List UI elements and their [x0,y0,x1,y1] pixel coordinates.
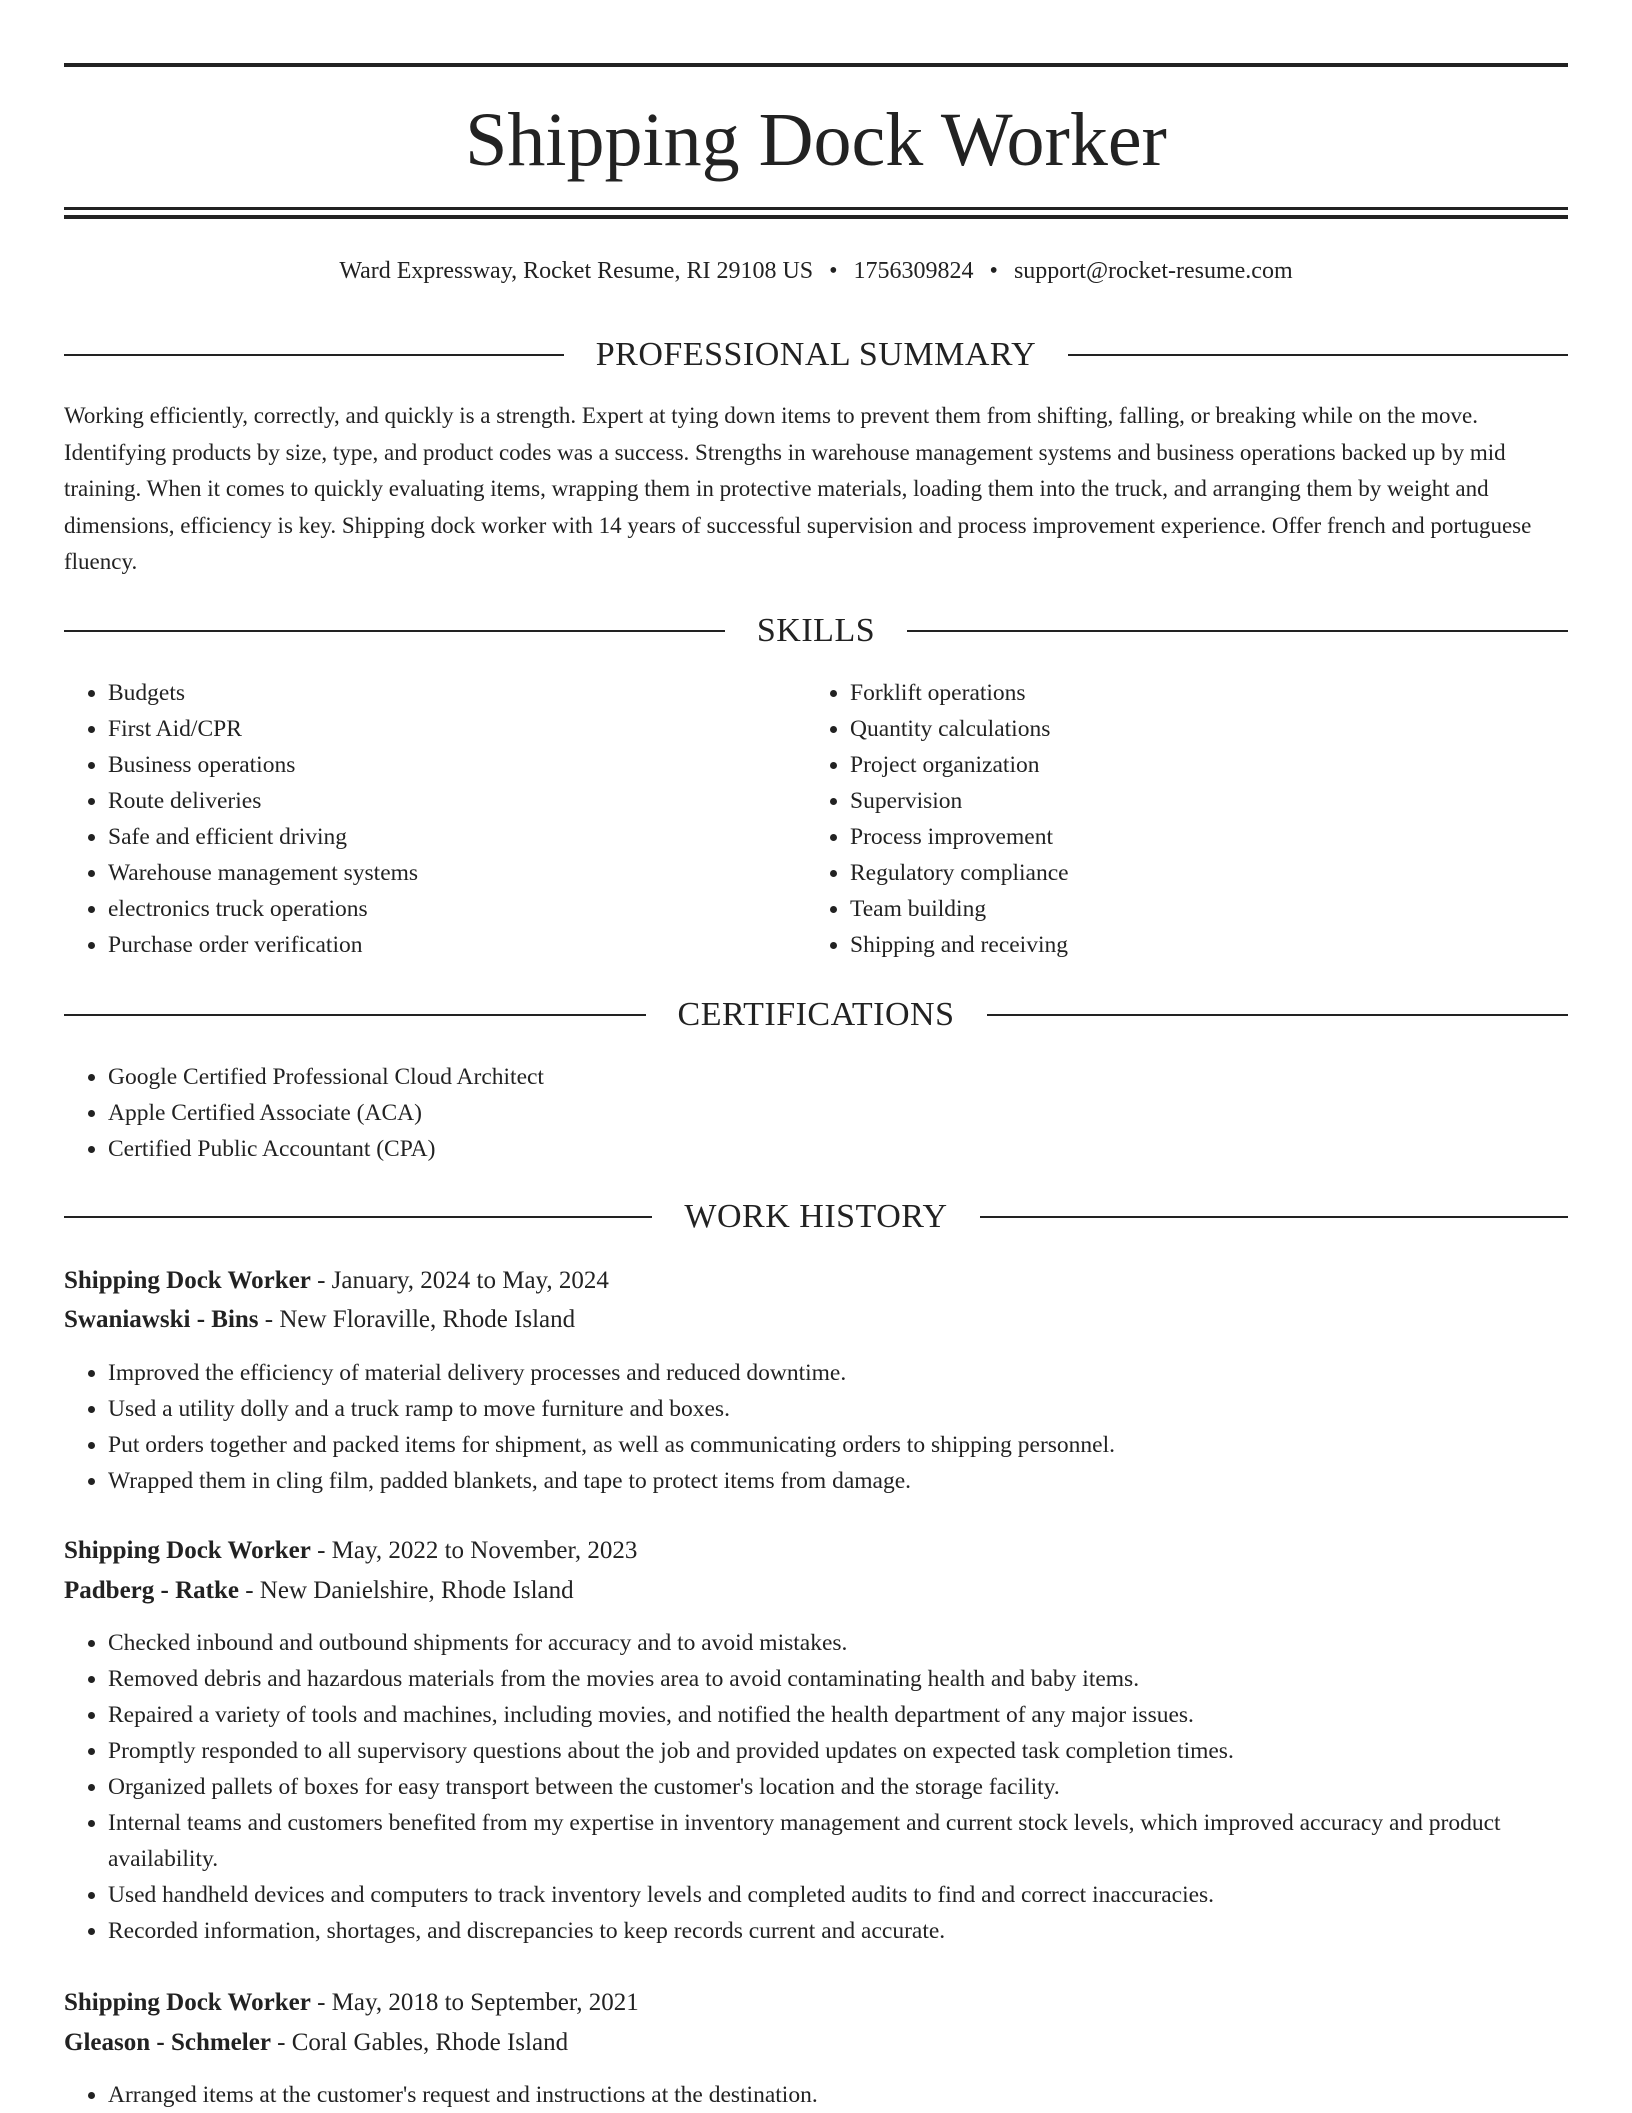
heading-rule-left [64,354,564,356]
job-duty-item: • Repaired a variety of tools and machines, including movies, and notified the health department of any major issues. [108,1697,1568,1733]
contact-line [64,254,1568,288]
heading-rule-left [64,630,725,632]
skills-list-right [806,675,1546,963]
skill-item: • First Aid/CPR [108,711,804,747]
contact-email: support@rocket-resume.com [1013,258,1293,284]
summary-section-heading [64,333,1568,377]
skill-item: • Regulatory compliance [850,855,1546,891]
job-company: Padberg - Ratke [64,1577,239,1604]
job-duties [64,1625,1568,1949]
skill-item: • electronics truck operations [108,891,804,927]
skill-item: • Team building [850,891,1546,927]
summary-heading-label: PROFESSIONAL SUMMARY [595,336,1037,373]
job-title: Shipping Dock Worker [64,1267,311,1294]
job-duty-item: • Promptly responded to all supervisory questions about the job and provided updates on expected task completion times. [108,1733,1568,1769]
job-dates: - May, 2022 to November, 2023 [310,1537,638,1564]
skill-item: • Route deliveries [108,783,804,819]
job-company-line [64,2025,1568,2061]
skill-item: • Supervision [850,783,1546,819]
job-duty-item: • Wrapped them in cling film, padded blankets, and tape to protect items from damage. [108,1463,1568,1499]
job-company: Gleason - Schmeler [64,2029,271,2056]
certification-item: • Google Certified Professional Cloud Architect [108,1059,1568,1095]
skills-column-right [806,675,1546,963]
job-title-line [64,1263,1568,1299]
job-title-line [64,1985,1568,2021]
job-duty-item: • Organized pallets of boxes for easy transport between the customer's location and the storage facility. [108,1769,1568,1805]
summary-text: Working efficiently, correctly, and quickly is a strength. Expert at tying down items to prevent them from shifting, falling, or breaking while on the move. Identifying products by size, type, and product codes was a success. Strengths in warehouse management systems and business operations backed up by mid training. When it comes to quickly evaluating items, wrapping them in protective materials, loading them into the truck, and arranging them by weight and dimensions, efficiency is key. Shipping dock worker with 14 years of successful supervision and process improvement experience. Offer french and portuguese fluency. [64,403,1532,574]
work-section-heading [64,1195,1568,1239]
resume-title: Shipping Dock Worker [465,98,1167,182]
job-duties [64,1355,1568,1499]
skill-item: • Forklift operations [850,675,1546,711]
job-duties-list [64,1355,1568,1499]
job-dates: - May, 2018 to September, 2021 [310,1989,639,2016]
contact-separator: • [989,258,998,284]
job-location: - New Floraville, Rhode Island [258,1306,576,1333]
job-title-line [64,1533,1568,1569]
skill-item: • Process improvement [850,819,1546,855]
skills-section-heading [64,609,1568,653]
work-heading-label: WORK HISTORY [684,1198,948,1235]
job-title: Shipping Dock Worker [64,1989,311,2016]
job-location: - New Danielshire, Rhode Island [238,1577,574,1604]
contact-separator: • [829,258,838,284]
certifications-block [64,1059,1568,1167]
certifications-list [64,1059,1568,1167]
certifications-heading-label: CERTIFICATIONS [677,996,955,1033]
heading-rule-right [907,630,1568,632]
job-duty-item: • Checked inbound and outbound shipments for accuracy and to avoid mistakes. [108,1625,1568,1661]
job-duties-list [64,1625,1568,1949]
job-company: Swaniawski - Bins [64,1306,259,1333]
heading-rule-right [987,1014,1569,1016]
certifications-section-heading [64,993,1568,1037]
certification-item: • Apple Certified Associate (ACA) [108,1095,1568,1131]
job-location: - Coral Gables, Rhode Island [270,2029,569,2056]
job-duties-list [64,2077,1568,2113]
top-rule [64,63,1568,67]
heading-rule-left [64,1216,652,1218]
job-company-line [64,1302,1568,1338]
job-title: Shipping Dock Worker [64,1537,311,1564]
skill-item: • Project organization [850,747,1546,783]
skills-heading-label: SKILLS [756,612,876,649]
skills-list-left [64,675,804,963]
skill-item: • Business operations [108,747,804,783]
certification-item: • Certified Public Accountant (CPA) [108,1131,1568,1167]
job-duty-item: • Put orders together and packed items for shipment, as well as communicating orders to shipping personnel. [108,1427,1568,1463]
job-duty-item: • Removed debris and hazardous materials from the movies area to avoid contaminating health and baby items. [108,1661,1568,1697]
heading-rule-right [980,1216,1568,1218]
job-duty-item: • Recorded information, shortages, and discrepancies to keep records current and accurate. [108,1913,1568,1949]
title-rule-lower [64,215,1568,219]
skill-item: • Warehouse management systems [108,855,804,891]
job-duty-item: • Used handheld devices and computers to track inventory levels and completed audits to find and correct inaccuracies. [108,1877,1568,1913]
skill-item: • Purchase order verification [108,927,804,963]
job-duty-item: • Arranged items at the customer's request and instructions at the destination. [108,2077,1568,2113]
skill-item: • Safe and efficient driving [108,819,804,855]
contact-phone: 1756309824 [853,258,974,284]
contact-address: Ward Expressway, Rocket Resume, RI 29108 US [339,258,814,284]
job-duties [64,2077,1568,2113]
heading-rule-right [1068,354,1568,356]
job-duty-item: • Improved the efficiency of material delivery processes and reduced downtime. [108,1355,1568,1391]
job-dates: - January, 2024 to May, 2024 [310,1267,609,1294]
job-duty-item: • Internal teams and customers benefited from my expertise in inventory management and current stock levels, which improved accuracy and product availability. [108,1805,1568,1877]
title-rule-upper [64,207,1568,210]
skill-item: • Shipping and receiving [850,927,1546,963]
heading-rule-left [64,1014,646,1016]
job-company-line [64,1573,1568,1609]
skills-column-left [64,675,804,963]
skill-item: • Quantity calculations [850,711,1546,747]
skill-item: • Budgets [108,675,804,711]
job-duty-item: • Used a utility dolly and a truck ramp to move furniture and boxes. [108,1391,1568,1427]
